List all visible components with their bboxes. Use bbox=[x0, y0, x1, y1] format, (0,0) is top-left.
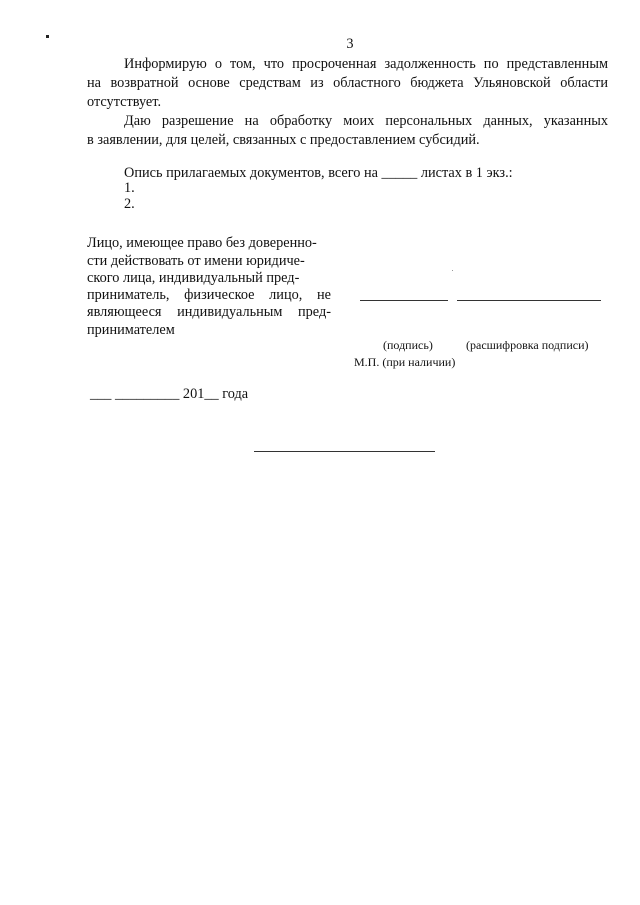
paragraph1-line3: отсутствует. bbox=[87, 94, 162, 110]
signature-decoding-line bbox=[457, 300, 601, 301]
page-number: 3 bbox=[346, 36, 354, 52]
inventory-item-1: 1. bbox=[124, 180, 135, 196]
date-line: ___ _________ 201__ года bbox=[90, 386, 249, 402]
signatory-line2: сти действовать от имени юридиче- bbox=[87, 253, 305, 269]
inventory-item-2: 2. bbox=[124, 196, 135, 212]
end-separator-line bbox=[254, 451, 435, 452]
inventory-text: Опись прилагаемых документов, всего на _____ листах в 1 экз.: bbox=[124, 165, 513, 181]
signatory-line4: приниматель, физическое лицо, не bbox=[87, 287, 331, 303]
signature-line bbox=[360, 300, 448, 301]
signatory-line5: являющееся индивидуальным пред- bbox=[87, 304, 331, 320]
decoding-caption: (расшифровка подписи) bbox=[466, 338, 589, 352]
scan-mark bbox=[46, 35, 49, 38]
paragraph1-line1: Информирую о том, что просроченная задолженность по представленным bbox=[124, 56, 608, 72]
scan-speck bbox=[452, 270, 453, 271]
signatory-line1: Лицо, имеющее право без доверенно- bbox=[87, 235, 317, 251]
signatory-line3: ского лица, индивидуальный пред- bbox=[87, 270, 300, 286]
seal-caption: М.П. (при наличии) bbox=[354, 355, 456, 369]
signature-caption: (подпись) bbox=[383, 338, 433, 352]
signatory-line6: принимателем bbox=[87, 322, 175, 338]
paragraph2-line2: в заявлении, для целей, связанных с предоставлением субсидий. bbox=[87, 132, 480, 148]
paragraph2-line1: Даю разрешение на обработку моих персональных данных, указанных bbox=[124, 113, 608, 129]
paragraph1-line2: на возвратной основе средствам из областного бюджета Ульяновской области bbox=[87, 75, 608, 91]
